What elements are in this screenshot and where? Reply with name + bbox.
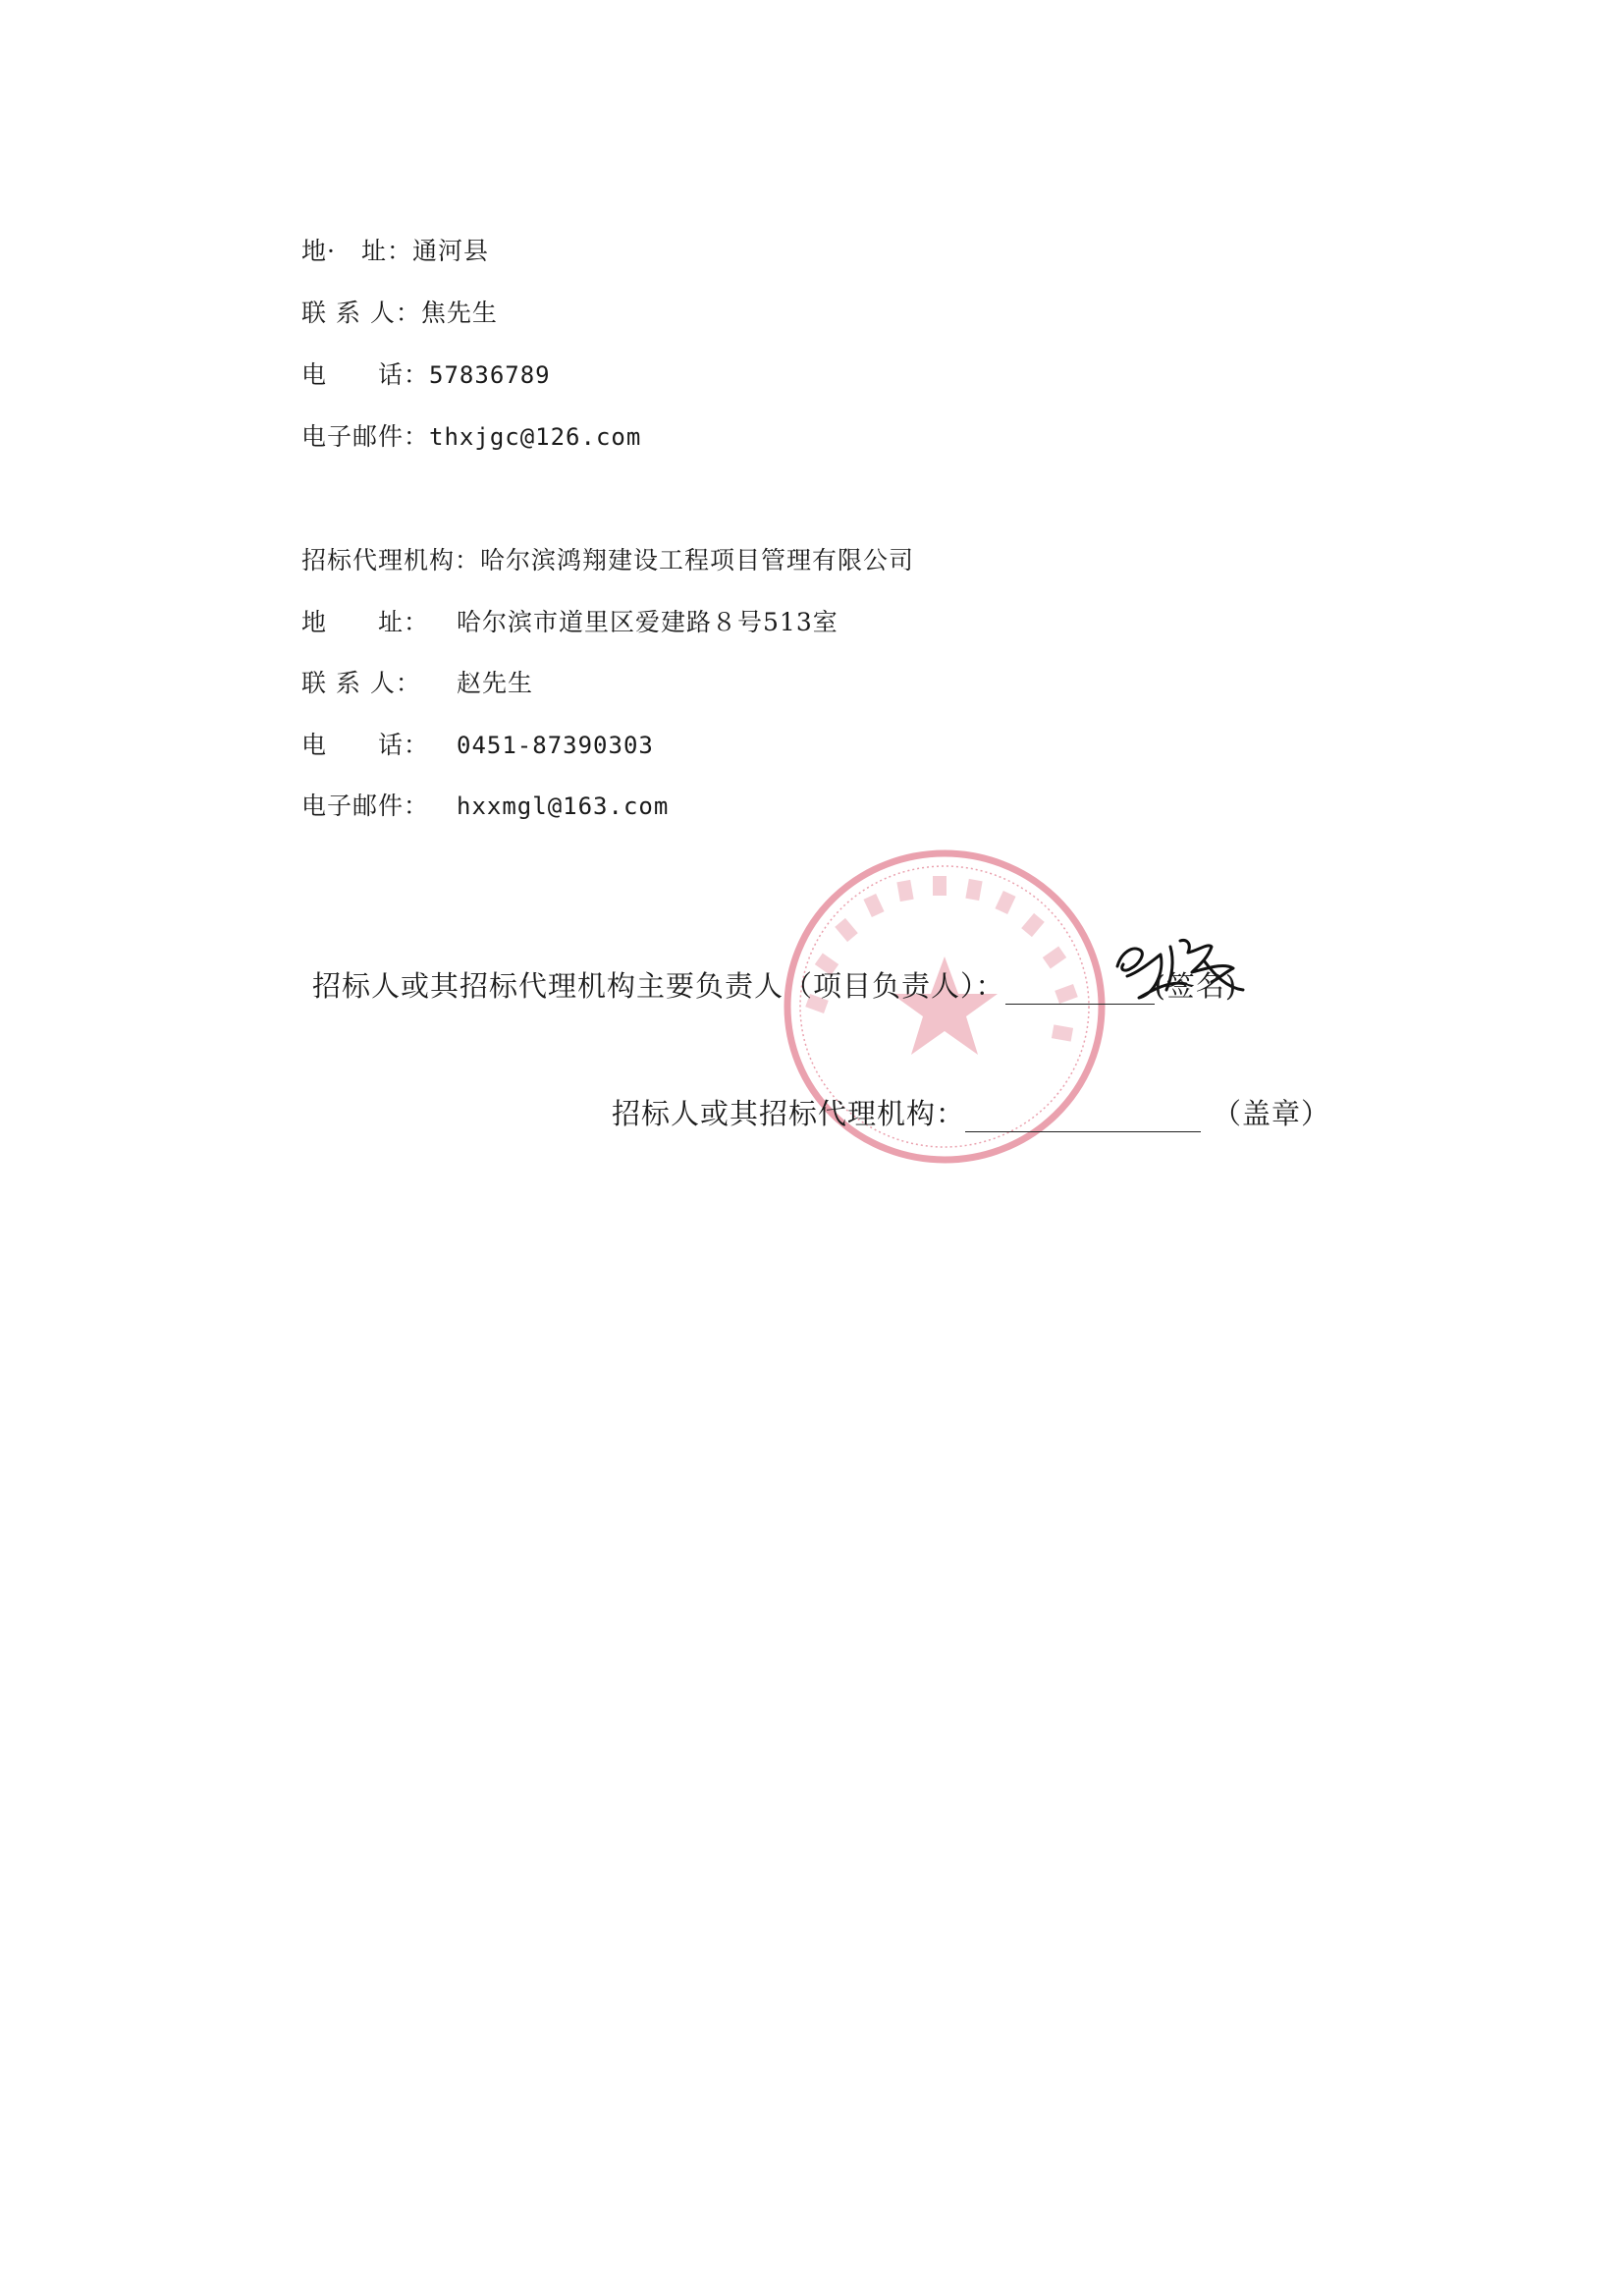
seal-suffix: （盖章）	[1213, 1097, 1331, 1130]
seal-row	[612, 1095, 1330, 1132]
tenderer-phone-value: 57836789	[429, 361, 551, 389]
tenderer-contact-value: 焦先生	[420, 299, 498, 327]
tenderer-phone-row	[301, 359, 551, 391]
agency-contact-row	[301, 668, 533, 699]
signer-blank-line	[1005, 974, 1155, 1005]
agency-name-label: 招标代理机构：	[301, 546, 481, 574]
signer-label: 招标人或其招标代理机构主要负责人（项目负责人）：	[312, 969, 1005, 1003]
agency-name-value: 哈尔滨鸿翔建设工程项目管理有限公司	[480, 546, 915, 574]
tenderer-phone-label: 电 话：	[301, 360, 430, 389]
tenderer-contact-row	[301, 298, 498, 329]
tenderer-address-value: 通河县	[411, 237, 489, 265]
agency-email-label: 电子邮件：	[301, 792, 430, 820]
tenderer-address-row	[301, 236, 489, 267]
agency-phone-row	[301, 730, 654, 761]
signer-suffix: (签名)	[1154, 969, 1238, 1003]
agency-address-row	[301, 607, 839, 638]
agency-name-row	[301, 545, 914, 576]
agency-contact-label: 联 系 人：	[301, 669, 421, 697]
agency-contact-value: 赵先生	[457, 669, 534, 697]
agency-email-row	[301, 791, 669, 822]
tenderer-address-label: 地· 址：	[301, 237, 412, 265]
tenderer-email-value: thxjgc@126.com	[429, 423, 642, 451]
agency-phone-value: 0451-87390303	[457, 732, 654, 759]
agency-address-label: 地 址：	[301, 608, 430, 636]
tenderer-contact-label: 联 系 人：	[301, 299, 421, 327]
signer-row	[312, 967, 1237, 1005]
seal-blank-line	[965, 1102, 1201, 1132]
agency-phone-label: 电 话：	[301, 731, 430, 759]
tenderer-email-row	[301, 421, 641, 453]
agency-address-value: 哈尔滨市道里区爱建路８号513室	[457, 608, 839, 636]
seal-label: 招标人或其招标代理机构：	[612, 1097, 966, 1130]
tenderer-email-label: 电子邮件：	[301, 422, 430, 451]
agency-email-value: hxxmgl@163.com	[457, 793, 670, 820]
